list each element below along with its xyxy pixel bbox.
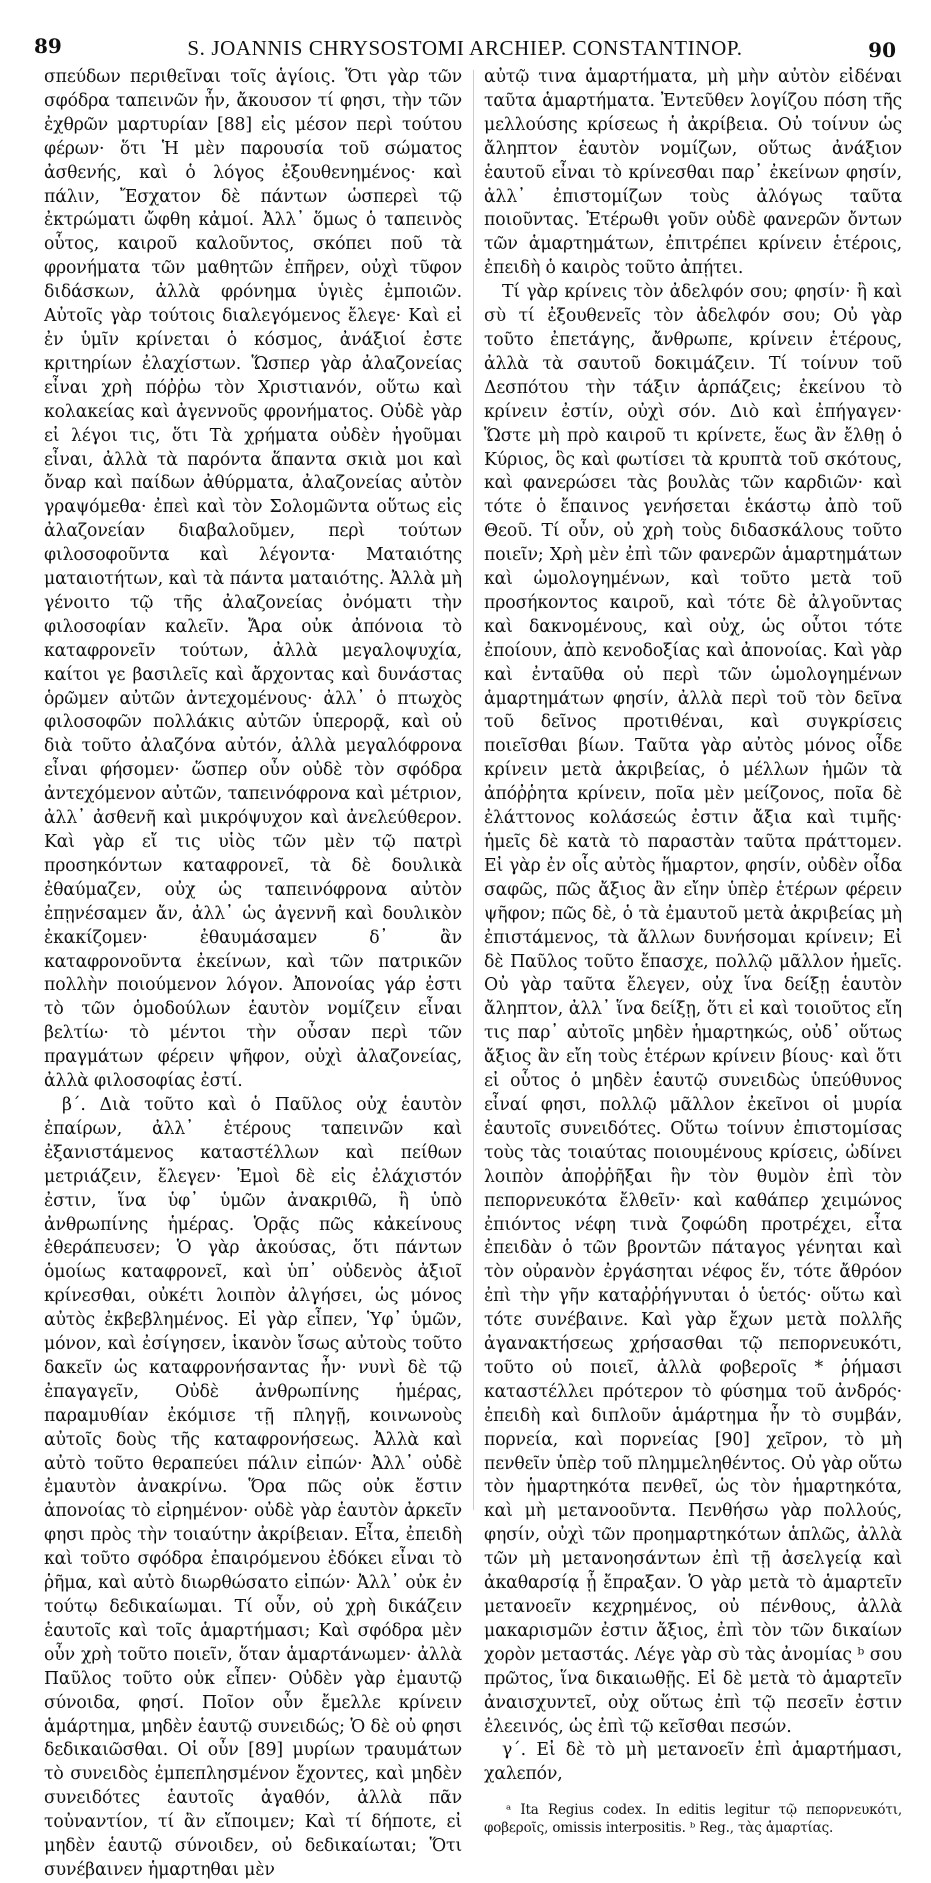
page-number-left: 89	[34, 34, 62, 58]
right-paragraph-2: Τί γὰρ κρίνεις τὸν ἀδελφόν σου; φησίν· ἢ καὶ σὺ τί ἐξουθενεῖς τὸν ἀδελφόν σου; Οὐ γὰρ τοῦτο ἐπετάγης, ἄνθρωπε, κρίνειν ἑτέρους, ἀλλὰ τὰ σαυτοῦ δοκιμάζειν. Τί τοίνυν τοῦ Δεσπότου τὴν τάξιν ἁρπάζεις; ἐκείνου τὸ κρίνειν ἐστίν, οὐχὶ σόν. Διὸ καὶ ἐπήγαγεν· Ὥστε μὴ πρὸ καιροῦ τι κρίνετε, ἕως ἂν ἔλθῃ ὁ Κύριος, ὃς καὶ φωτίσει τὰ κρυπτὰ τοῦ σκότους, καὶ φανερώσει τὰς βουλὰς τῶν καρδιῶν· καὶ τότε ὁ ἔπαινος γενήσεται ἑκάστῳ ἀπὸ τοῦ Θεοῦ. Τί οὖν, οὐ χρὴ τοὺς διδασκάλους τοῦτο ποιεῖν; Χρὴ μὲν ἐπὶ τῶν φανερῶν ἁμαρτημάτων καὶ ὡμολογημένων, καὶ τοῦτο μετὰ τοῦ προσήκοντος καιροῦ, καὶ τότε δὲ ἀλγοῦντας καὶ δακνομένους, καὶ οὐχ, ὡς οὗτοι τότε ἐποίουν, ἀπὸ κενοδοξίας καὶ ἀπονοίας. Καὶ γὰρ καὶ ἐνταῦθα οὐ περὶ τῶν ὡμολογημένων ἁμαρτημάτων φησίν, ἀλλὰ περὶ τοῦ τὸν δεῖνα τοῦ δεῖνος προτιθέναι, καὶ συγκρίσεις ποιεῖσθαι βίων. Ταῦτα γὰρ αὐτὸς μόνος οἶδε κρίνειν μετὰ ἀκριβείας, ὁ μέλλων ἡμῶν τὰ ἀπόῤῥητα κρίνειν, ποῖα μὲν μείζονος, ποῖα δὲ ἐλάττονος κολάσεώς ἐστιν ἄξια καὶ τιμῆς· ἡμεῖς δὲ κατὰ τὸ παραστὰν ταῦτα πράττομεν. Εἰ γὰρ ἐν οἷς αὐτὸς ἥμαρτον, φησίν, οὐδὲν οἶδα σαφῶς, πῶς ἄξιος ἂν εἴην ὑπὲρ ἑτέρων φέρειν ψῆφον; πῶς δὲ, ὁ τὰ ἐμαυτοῦ μετὰ ἀκριβείας μὴ ἐπιστάμενος, τὰ ἄλλων δυνήσομαι κρίνειν; Εἰ δὲ Παῦλος τοῦτο ἔπασχε, πολλῷ μᾶλλον ἡμεῖς. Οὐ γὰρ ταῦτα ἔλεγεν, οὐχ ἵνα δείξῃ ἑαυτὸν ἄληπτον, ἀλλ᾽ ἵνα δείξῃ, ὅτι εἰ καὶ τοιοῦτος εἴη τις παρ᾽ αὐτοῖς μηδὲν ἡμαρτηκώς, οὐδ᾽ οὕτως ἄξιος ἂν εἴη τοὺς ἑτέρων κρίνειν βίους· καὶ ὅτι εἰ οὗτος ὁ μηδὲν ἑαυτῷ συνειδὼς ὑπεύθυνος εἶναί φησι, πολλῷ μᾶλλον ἐκεῖνοι οἱ μυρία ἑαυτοῖς συνειδότες. Οὕτω τοίνυν ἐπιστομίσας τοὺς τὰς τοιαύτας ποιουμένους κρίσεις, ὠδίνει λοιπὸν ἀποῤῥῆξαι ἣν τὸν θυμὸν ἐπὶ τὸν πεπορνευκότα ἔλθεῖν· καὶ καθάπερ χειμώνος ἐπιόντος νέφη τινὰ ζοφώδη προτρέχει, εἶτα ἐπειδὰν ὁ τῶν βροντῶν πάταγος γένηται καὶ τὸν οὐρανὸν ἐργάσηται νέφος ἕν, τότε ἄθρόον ἐπὶ τὴν γῆν καταῤῥήγνυται ὁ ὑετός· οὕτω καὶ τότε συνέβαινε. Καὶ γὰρ ἔχων μετὰ πολλῆς ἀγανακτήσεως χρήσασθαι τῷ πεπορνευκότι, τοῦτο οὐ ποιεῖ, ἀλλὰ φοβεροῖς * ῥήμασι καταστέλλει πρότερον τὸ φύσημα τοῦ ἀνδρός· ἐπειδὴ καὶ διπλοῦν ἁμάρτημα ἦν τὸ συμβάν, πορνεία, καὶ πορνείας [90] χεῖρον, τὸ μὴ πενθεῖν ὑπὲρ τοῦ πλημμεληθέντος. Οὐ γὰρ οὕτω τὸν ἡμαρτηκότα πενθεῖ, ὡς τὸν ἡμαρτηκότα, καὶ μὴ μετανοοῦντα. Πενθήσω γὰρ πολλούς, φησίν, οὐχὶ τῶν προημαρτηκότων ἁπλῶς, ἀλλὰ τῶν μὴ μετανοησάντων ἐπὶ τῇ ἀσελγείᾳ καὶ ἀκαθαρσίᾳ ᾗ ἔπραξαν. Ὁ γὰρ μετὰ τὸ ἁμαρτεῖν μετανοεῖν κεχρημένος, οὐ πένθους, ἀλλὰ μακαρισμῶν ἐστιν ἄξιος, ἐπὶ τὸν τῶν δικαίων χορὸν μεταστάς. Λέγε γὰρ σὺ τὰς ἀνομίας ᵇ σου πρῶτος, ἵνα δικαιωθῇς. Εἰ δὲ μετὰ τὸ ἁμαρτεῖν ἀναισχυντεῖ, οὐχ οὕτως ἐπὶ τῷ πεσεῖν ἐστιν ἐλεεινός, ὡς ἐπὶ τῷ κεῖσθαι πεσών.	[484, 282, 902, 1737]
right-column	[484, 66, 902, 1837]
column-divider	[473, 70, 474, 1510]
right-paragraph-3: γ΄. Εἰ δὲ τὸ μὴ μετανοεῖν ἐπὶ ἁμαρτήμασι, χαλεπόν,	[484, 1740, 902, 1785]
running-title: S. JOANNIS CHRYSOSTOMI ARCHIEP. CONSTANTINOP.	[187, 36, 743, 60]
left-column	[44, 66, 462, 1883]
running-head	[34, 34, 896, 64]
footnotes: ᵃ Ita Regius codex. In editis legitur τῷ πεπορνευκότι, φοβεροῖς, omissis interpositis. ᵇ Reg., τὰς ἁμαρτίας.	[484, 1802, 902, 1837]
page-number-right: 90	[868, 38, 896, 62]
left-paragraph-2: β΄. Διὰ τοῦτο καὶ ὁ Παῦλος οὐχ ἑαυτὸν ἐπαίρων, ἀλλ᾽ ἑτέρους ταπεινῶν καὶ ἐξανιστάμενος καταστέλλων καὶ πείθων μετριάζειν, ἔλεγεν· Ἐμοὶ δὲ εἰς ἐλάχιστόν ἐστιν, ἵνα ὑφ᾽ ὑμῶν ἀνακριθῶ, ἢ ὑπὸ ἀνθρωπίνης ἡμέρας. Ὁρᾷς πῶς κἀκείνους ἐθεράπευσεν; Ὁ γὰρ ἀκούσας, ὅτι πάντων ὁμοίως καταφρονεῖ, καὶ ὑπ᾽ οὐδενὸς ἀξιοῖ κρίνεσθαι, οὐκέτι λοιπὸν ἀλγήσει, ὡς μόνος αὐτὸς ἐκβεβλημένος. Εἰ γὰρ εἶπεν, Ὑφ᾽ ὑμῶν, μόνον, καὶ ἐσίγησεν, ἱκανὸν ἴσως αὐτοὺς τοῦτο δακεῖν ὡς καταφρονήσαντας ἦν· νυνὶ δὲ τῷ ἐπαγαγεῖν, Οὐδὲ ἀνθρωπίνης ἡμέρας, παραμυθίαν ἐκόμισε τῇ πληγῇ, κοινωνοὺς αὐτοῖς δοὺς τῆς καταφρονήσεως. Ἀλλὰ καὶ αὐτὸ τοῦτο θεραπεύει πάλιν εἰπών· Ἀλλ᾽ οὐδὲ ἐμαυτὸν ἀνακρίνω. Ὅρα πῶς οὐκ ἔστιν ἀπονοίας τὸ εἰρημένον· οὐδὲ γὰρ ἑαυτὸν ἀρκεῖν φησι πρὸς τὴν τοιαύτην ἀκρίβειαν. Εἶτα, ἐπειδὴ καὶ τοῦτο σφόδρα ἐπαιρόμενου ἐδόκει εἶναι τὸ ῥῆμα, καὶ αὐτὸ διωρθώσατο εἰπών· Ἀλλ᾽ οὐκ ἐν τούτῳ δεδικαίωμαι. Τί οὖν, οὐ χρὴ δικάζειν ἑαυτοῖς καὶ τοῖς ἁμαρτήμασι; Καὶ σφόδρα μὲν οὖν χρὴ τοῦτο ποιεῖν, ὅταν ἁμαρτάνωμεν· ἀλλὰ Παῦλος τοῦτο οὐκ εἶπεν· Οὐδὲν γὰρ ἐμαυτῷ σύνοιδα, φησί. Ποῖον οὖν ἔμελλε κρίνειν ἁμάρτημα, μηδὲν ἑαυτῷ συνειδώς; Ὁ δὲ οὐ φησι δεδικαιῶσθαι. Οἱ οὖν [89] μυρίων τραυμάτων τὸ συνειδὸς ἐμπεπλησμένον ἔχοντες, καὶ μηδὲν συνειδότες ἑαυτοῖς ἀγαθόν, ἀλλὰ πᾶν τοὐναντίον, τί ἂν εἴποιμεν; Καὶ τί δήποτε, εἰ μηδὲν ἑαυτῷ σύνοιδεν, οὐ δεδικαίωται; Ὅτι συνέβαινεν ἡμαρτηθαι μὲν	[44, 1094, 462, 1880]
right-paragraph-1: αὐτῷ τινα ἁμαρτήματα, μὴ μὴν αὐτὸν εἰδέναι ταῦτα ἁμαρτήματα. Ἐντεῦθεν λογίζου πόση τῆς μελλούσης κρίσεως ἡ ἀκρίβεια. Οὐ τοίνυν ὡς ἄληπτον ἑαυτὸν νομίζων, οὕτως ἀνάξιον ἑαυτοῦ εἶναι τὸ κρίνεσθαι παρ᾽ ἐκείνων φησίν, ἀλλ᾽ ἐπιστομίζων τοὺς ἀλόγως ταῦτα ποιοῦντας. Ἑτέρωθι γοῦν οὐδὲ φανερῶν ὄντων τῶν ἁμαρτημάτων, ἐπιτρέπει κρίνειν ἑτέροις, ἐπειδὴ ὁ καιρὸς τοῦτο ἀπῄτει.	[484, 67, 902, 279]
left-paragraph-1: σπεύδων περιθεῖναι τοῖς ἁγίοις. Ὅτι γὰρ τῶν σφόδρα ταπεινῶν ἦν, ἄκουσον τί φησι, τὴν τῶν ἐχθρῶν μαρτυρίαν [88] εἰς μέσον περὶ τούτου φέρων· ὅτι Ἡ μὲν παρουσία τοῦ σώματος ἀσθενής, καὶ ὁ λόγος ἐξουθενημένος· καὶ πάλιν, Ἔσχατον δὲ πάντων ὡσπερεὶ τῷ ἐκτρώματι ὤφθη κἀμοί. Ἀλλ᾽ ὅμως ὁ ταπεινὸς οὗτος, καιροῦ καλοῦντος, σκόπει ποῦ τὰ φρονήματα τῶν μαθητῶν ἐπῆρεν, οὐχὶ τῦφον διδάσκων, ἀλλὰ φρόνημα ὑγιὲς ἐμποιῶν. Αὐτοῖς γὰρ τούτοις διαλεγόμενος ἔλεγε· Καὶ εἰ ἐν ὑμῖν κρίνεται ὁ κόσμος, ἀνάξιοί ἐστε κριτηρίων ἐλαχίστων. Ὥσπερ γὰρ ἀλαζονείας εἶναι χρὴ πόῤῥω τὸν Χριστιανόν, οὕτω καὶ κολακείας καὶ ἀγεννοῦς φρονήματος. Οὐδὲ γὰρ εἰ λέγοι τις, ὅτι Τὰ χρήματα οὐδὲν ἡγοῦμαι εἶναι, ἀλλὰ τὰ παρόντα ἅπαντα σκιὰ μοι καὶ ὄναρ καὶ παίδων ἀθύρματα, ἀλαζονείας αὐτὸν γραψόμεθα· ἐπεὶ καὶ τὸν Σολομῶντα οὕτως εἰς ἀλαζονείαν διαβαλοῦμεν, περὶ τούτων φιλοσοφοῦντα καὶ λέγοντα· Ματαιότης ματαιοτήτων, καὶ τὰ πάντα ματαιότης. Ἀλλὰ μὴ γένοιτο τῷ τῆς ἀλαζονείας ὀνόματι τὴν φιλοσοφίαν καλεῖν. Ἄρα οὐκ ἀπόνοια τὸ καταφρονεῖν τούτων, ἀλλὰ μεγαλοψυχία, καίτοι γε βασιλεῖς καὶ ἄρχοντας καὶ δυνάστας ὁρῶμεν αὐτῶν ἀντεχομένους· ἀλλ᾽ ὁ πτωχὸς φιλοσοφῶν πολλάκις αὐτῶν ὑπερορᾷ, καὶ οὐ διὰ τοῦτο ἀλαζόνα αὐτόν, ἀλλὰ μεγαλόφρονα εἶναι φήσομεν· ὥσπερ οὖν οὐδὲ τὸν σφόδρα ἀντεχόμενον αὐτῶν, ταπεινόφρονα καὶ μέτριον, ἀλλ᾽ ἀσθενῆ καὶ μικρόψυχον καὶ ἀνελεύθερον. Καὶ γὰρ εἴ τις υἱὸς τῶν μὲν τῷ πατρὶ προσηκόντων καταφρονεῖ, τὰ δὲ δουλικὰ ἐθαύμαζεν, οὐχ ὡς ταπεινόφρονα αὐτὸν ἐπῃνέσαμεν ἄν, ἀλλ᾽ ὡς ἀγεννῆ καὶ δουλικὸν ἐκακίζομεν· ἐθαυμάσαμεν δ᾽ ἂν καταφρονοῦντα ἐκείνων, καὶ τῶν πατρικῶν πολλὴν ποιούμενον λόγον. Ἀπονοίας γάρ ἐστι τὸ τῶν ὁμοδούλων ἑαυτὸν νομίζειν εἶναι βελτίω· τὸ μέντοι τὴν οὖσαν περὶ τῶν πραγμάτων φέρειν ψῆφον, οὐχὶ ἀλαζονείας, ἀλλὰ φιλοσοφίας ἐστί.	[44, 67, 462, 1092]
